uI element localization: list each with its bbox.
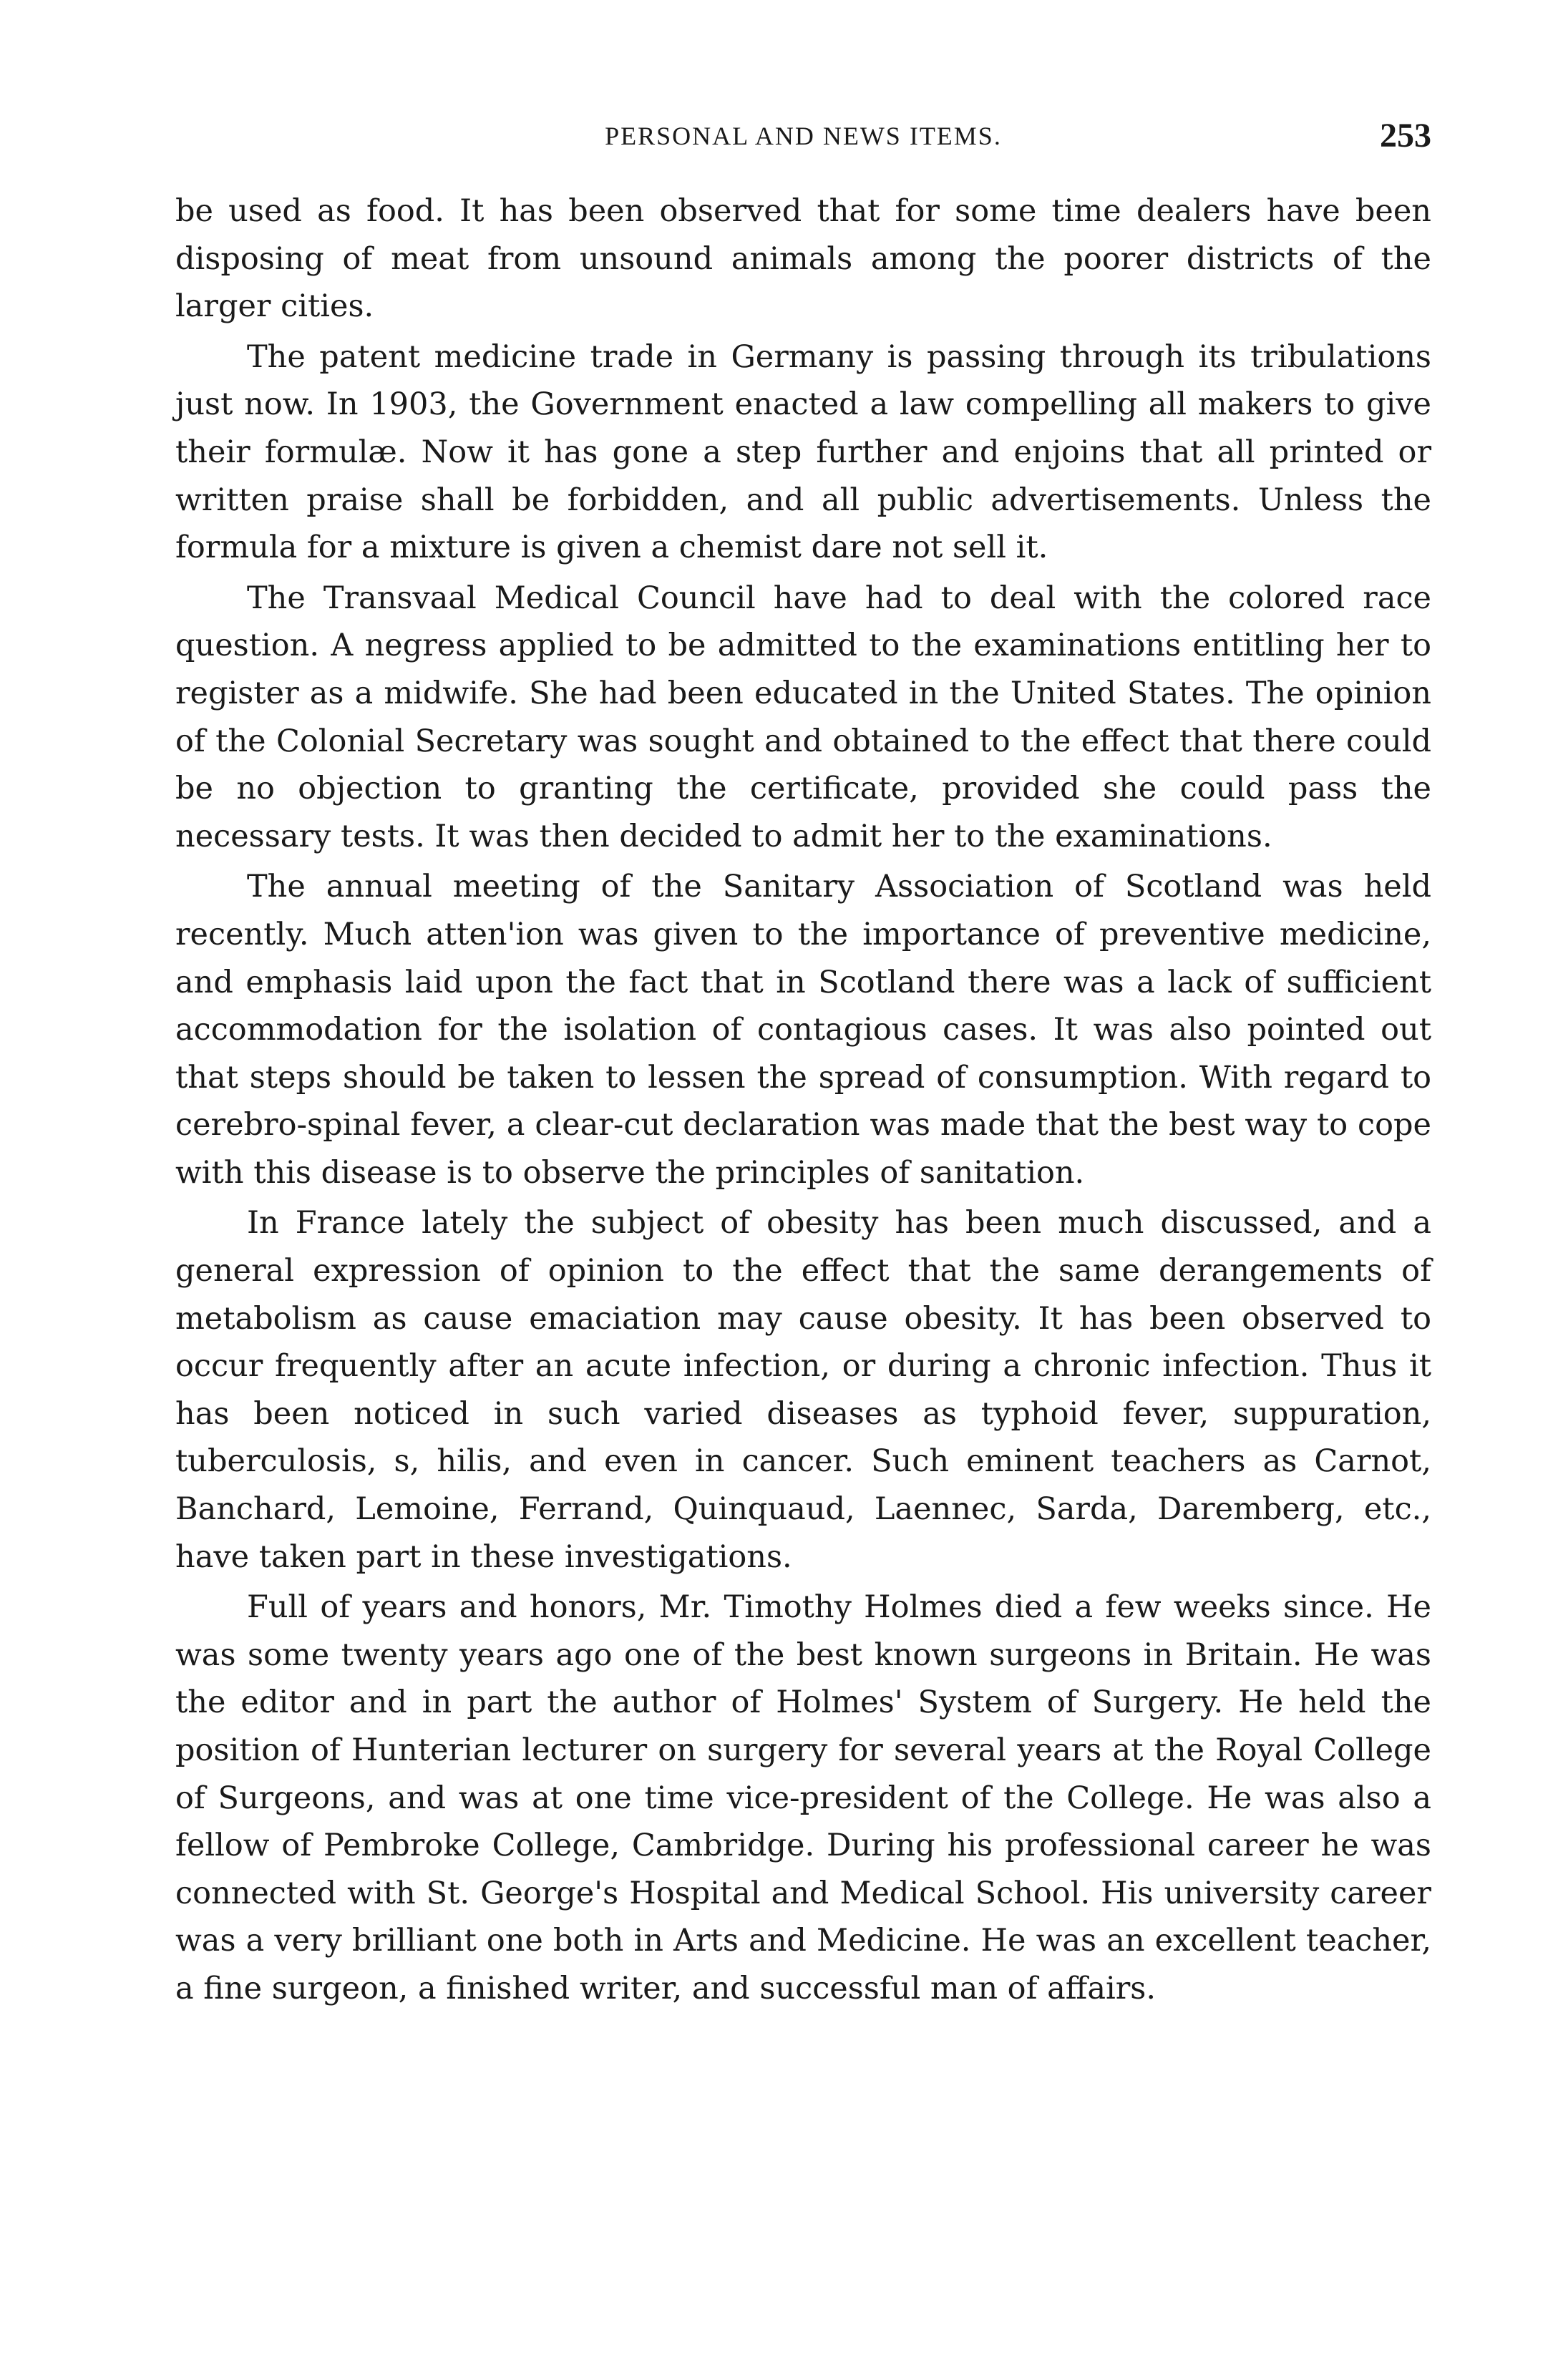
paragraph-transvaal-council: The Transvaal Medical Council have had to deal with the colored race question. A negress applied to be admitted to the examinations entitling her to register as a midwife. She had been educated in the United States. The opinion of the Colonial Secretary was sought and obtained to the effect that there could be no objection to granting the certificate, provided she could pass the necessary tests. It was then decided to admit her to the examinations. — [175, 580, 1431, 854]
paragraph-patent-medicine: The patent medicine trade in Germany is passing through its tribulations just now. In 1903, the Government enacted a law compelling all makers to give their formulæ. Now it has gone a step further and enjoins that all printed or written praise shall be forbidden, and all public advertisements. Unless the formula for a mixture is given a chemist dare not sell it. — [175, 338, 1431, 566]
paragraph-sanitary-association: The annual meeting of the Sanitary Association of Scotland was held recently. Much atten'ion was given to the importance of preventive medicine, and emphasis laid upon the fact that in Scotland there was a lack of sufficient accommodation for the isolation of contagious cases. It was also pointed out that steps should be taken to lessen the spread of consumption. With regard to cerebro-spinal fever, a clear-cut declaration was made that the best way to cope with this disease is to observe the principles of sanitation. — [175, 869, 1431, 1191]
running-title: PERSONAL AND NEWS ITEMS. — [605, 122, 1002, 150]
page-number: 253 — [1380, 117, 1431, 155]
paragraph-continuation: be used as food. It has been observed that for some time dealers have been disposing of meat from unsound animals among the poorer districts of the larger cities. — [175, 193, 1431, 325]
running-header — [175, 114, 1431, 157]
body-text — [175, 187, 1431, 2016]
paragraph-timothy-holmes: Full of years and honors, Mr. Timothy Holmes died a few weeks since. He was some twenty years ago one of the best known surgeons in Britain. He was the editor and in part the author of Holmes' System of Surgery. He held the position of Hunterian lecturer on surgery for several years at the Royal College of Surgeons, and was at one time vice-president of the College. He was also a fellow of Pembroke College, Cambridge. During his professional career he was connected with St. George's Hospital and Medical School. His university career was a very brilliant one both in Arts and Medicine. He was an excellent teacher, a fine surgeon, a finished writer, and successful man of affairs. — [175, 1589, 1431, 2006]
paragraph-obesity-france: In France lately the subject of obesity has been much discussed, and a general expression of opinion to the effect that the same derangements of metabolism as cause emaciation may cause obesity. It has been observed to occur frequently after an acute infection, or during a chronic infection. Thus it has been noticed in such varied diseases as typhoid fever, suppuration, tuberculosis, s, hilis, and even in cancer. Such eminent teachers as Carnot, Banchard, Lemoine, Ferrand, Quinquaud, Laennec, Sarda, Daremberg, etc., have taken part in these investigations. — [175, 1205, 1431, 1575]
